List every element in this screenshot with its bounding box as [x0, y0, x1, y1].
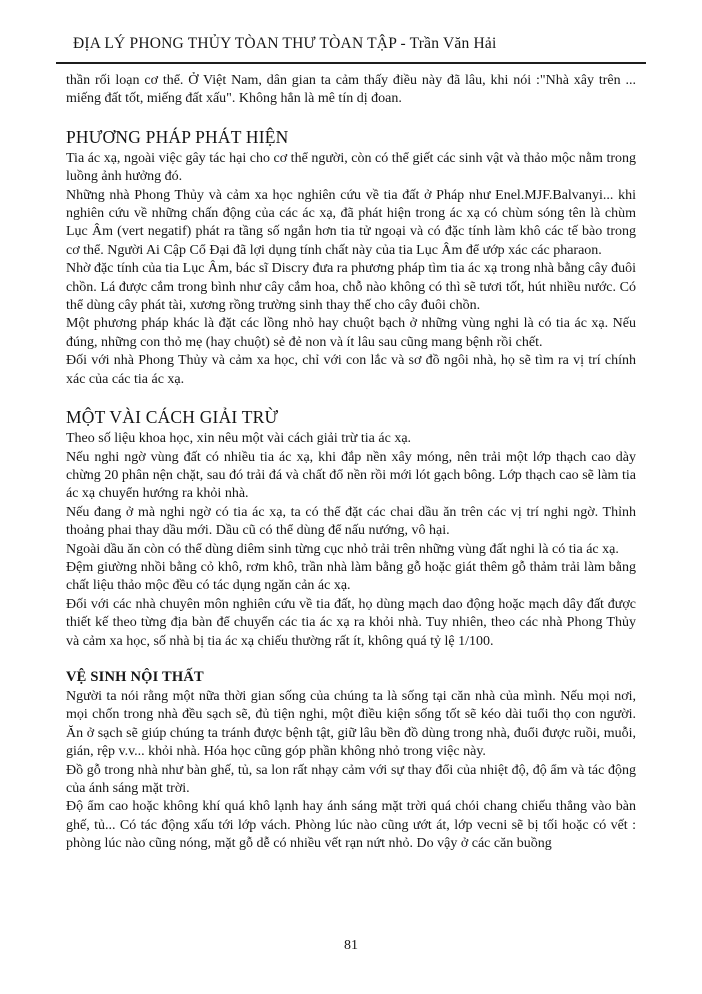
intro-paragraph: thần rối loạn cơ thể. Ở Việt Nam, dân gian ta cảm thấy điều này đã lâu, khi nói :"Nhà xây trên ... miếng đất tốt, miếng đất xấu". Không hẳn là mê tín dị đoan. — [66, 73, 636, 107]
running-header-title: ĐỊA LÝ PHONG THỦY TÒAN THƯ TÒAN TẬP - Trần Văn Hải — [73, 35, 497, 52]
page-number: 81 — [344, 938, 358, 953]
paragraph: Đệm giường nhồi bằng cỏ khô, rơm khô, trần nhà làm bằng gỗ hoặc giát thêm gỗ thảm trải làm bằng chất liệu thảo mộc đều có tác dụng ngăn cản ác xạ. — [66, 559, 636, 594]
section-heading-ve-sinh-noi-that: VỆ SINH NỘI THẤT — [66, 668, 204, 685]
paragraph: Theo số liệu khoa học, xin nêu một vài cách giải trừ tia ác xạ. — [66, 431, 412, 447]
paragraph: Đối với nhà Phong Thủy và cảm xa học, chỉ với con lắc và sơ đồ ngôi nhà, họ sẽ tìm ra vị trí chính xác của các tia ác xạ. — [66, 353, 636, 387]
paragraph: Nhờ đặc tính của tia Lục Âm, bác sĩ Discry đưa ra phương pháp tìm tia ác xạ trong nhà bằng cây đuôi chồn. Lá được cắm trong bình như cây cắm hoa, chỗ nào không có thì sẽ tươi tốt, hút nhiều nước. Có thể dùng cây phát tài, xương rồng trường sinh thay thế cho cây đuôi chồn. — [66, 261, 636, 314]
body-text — [66, 72, 636, 854]
paragraph: Một phương pháp khác là đặt các lồng nhỏ hay chuột bạch ở những vùng nghi là có tia ác xạ. Nếu đúng, những con thỏ mẹ (hay chuột) sẻ đẻ non và ít lâu sau cũng mang bệnh rồi chết. — [66, 316, 636, 350]
paragraph: Những nhà Phong Thủy và cảm xa học nghiên cứu về tia đất ở Pháp như Enel.MJF.Balvanyi... khi nghiên cứu về những chấn động của các ác xạ, đã phát hiện trong ác xạ có chùm sóng tên là chùm Lục Âm (vert negatif) phát ra tầng số ngắn hơn tia tử ngoại và có đặc tính làm khô các tế bào trong cơ thể. Người Ai Cập Cổ Đại đã lợi dụng tính chất này của tia Lục Âm để ướp xác các pharaon. — [66, 187, 636, 258]
paragraph: Ngoài dầu ăn còn có thể dùng diêm sinh từng cục nhỏ trải trên những vùng đất nghi là có tia ác xạ. — [66, 541, 619, 557]
paragraph: Nếu nghi ngờ vùng đất có nhiều tia ác xạ, khi đắp nền xây móng, nên trải một lớp thạch cao dày chừng 20 phân nện chặt, sau đó trải đá và chất đổ nền rồi mới lót gạch bông. Lớp thạch cao sẽ làm tia ác xạ chuyển hướng ra khỏi nhà. — [66, 449, 636, 502]
paragraph: Độ ẩm cao hoặc không khí quá khô lạnh hay ánh sáng mặt trời quá chói chang chiếu thẳng vào bàn ghế, tủ... Có tác động xấu tới lớp vách. Phòng lúc nào cũng ướt át, lớp vecni sẽ bị tối hoặc có vết : phòng lúc nào cũng nóng, mặt gỗ dễ có nhiều vết rạn nứt nhỏ. Do vậy ở các căn buồng — [66, 799, 636, 852]
paragraph: Đồ gỗ trong nhà như bàn ghế, tủ, sa lon rất nhạy cảm với sự thay đổi của nhiệt độ, độ ẩm và tác động của ánh sáng mặt trời. — [66, 762, 636, 796]
section-heading-mot-vai-cach-giai-tru: MỘT VÀI CÁCH GIẢI TRỪ — [66, 407, 279, 428]
paragraph: Đối với các nhà chuyên môn nghiên cứu về tia đất, họ dùng mạch dao động hoặc mạch dây đất được thiết kế theo từng địa bàn để chuyển các tia ác xạ ra khỏi nhà. Tuy nhiên, theo các nhà Phong Thủy và cảm xa học, số nhà bị tia ác xạ chiếu thường rất ít, không quá tỷ lệ 1/100. — [66, 596, 636, 649]
section-heading-phuong-phap-phat-hien: PHƯƠNG PHÁP PHÁT HIỆN — [66, 126, 289, 147]
paragraph: Tia ác xạ, ngoài việc gây tác hại cho cơ thể người, còn có thể giết các sinh vật và thảo mộc nằm trong luồng ảnh hưởng đó. — [66, 150, 636, 185]
paragraph: Nếu đang ở mà nghi ngờ có tia ác xạ, ta có thể đặt các chai dầu ăn trên các vị trí nghi ngờ. Thỉnh thoảng phai thay dầu mới. Dầu cũ có thể dùng để nấu nướng, vô hại. — [66, 504, 636, 539]
paragraph: Người ta nói rằng một nữa thời gian sống của chúng ta là sống tại căn nhà của mình. Nếu mọi nơi, mọi chốn trong nhà đều sạch sẽ, đủ tiện nghi, một điều kiện sống tốt sẽ kéo dài tuổi thọ con người. Ăn ở sạch sẽ giúp chúng ta tránh được bệnh tật, giữ lâu bền đồ dùng trong nhà, đuổi được ruồi, muỗi, gián, rệp v.v... khỏi nhà. Hóa học cũng góp phần không nhỏ trong việc này. — [66, 688, 636, 760]
header-rule — [56, 62, 646, 64]
